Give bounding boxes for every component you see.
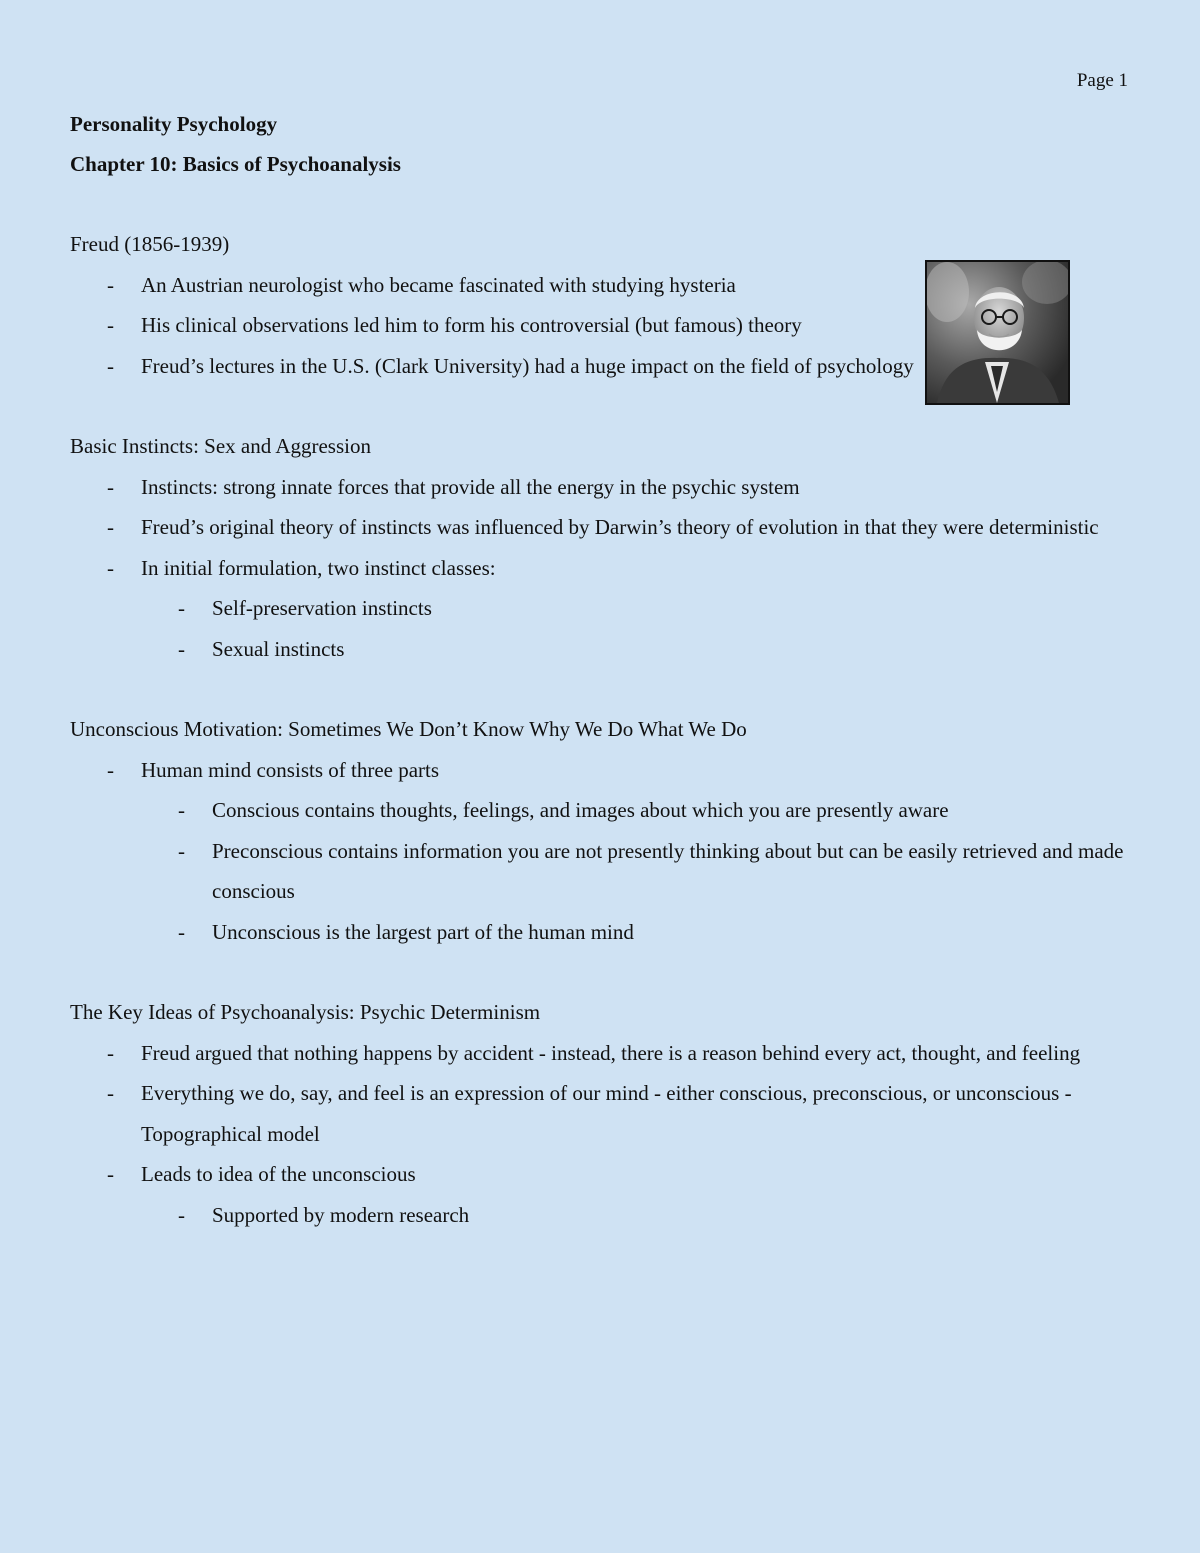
- document-title: Personality Psychology: [70, 112, 278, 136]
- bullet-dash: -: [107, 555, 114, 580]
- list-item-text: Leads to idea of the unconscious: [141, 1162, 416, 1186]
- section-heading: The Key Ideas of Psychoanalysis: Psychic Determinism: [70, 1000, 541, 1024]
- list-item: [70, 750, 1132, 791]
- document-subtitle: Chapter 10: Basics of Psychoanalysis: [70, 152, 401, 176]
- list-item: [70, 1073, 1132, 1154]
- section-basic-instincts: [70, 426, 1132, 669]
- bullet-dash: -: [107, 515, 114, 539]
- list-item-text: An Austrian neurologist who became fascinated with studying hysteria: [141, 272, 736, 297]
- sub-list-item: [70, 1195, 1132, 1236]
- sub-list-item-text: Preconscious contains information you are not presently thinking about but can be easily retrieved and made conscious: [212, 838, 1124, 903]
- list-item-text: Freud argued that nothing happens by accident - instead, there is a reason behind every act, thought, and feeling: [141, 1040, 1081, 1065]
- portrait-photo-icon: [925, 260, 1070, 405]
- list-item: [70, 467, 1132, 508]
- list-item-text: Human mind consists of three parts: [141, 757, 440, 782]
- bullet-dash: -: [178, 596, 185, 620]
- bullet-dash: -: [178, 798, 185, 822]
- sub-list-item: [70, 831, 1132, 912]
- sub-list-item-text: Self-preservation instincts: [212, 596, 432, 620]
- sub-list-item: [70, 588, 1132, 629]
- sub-list-item: [70, 790, 1132, 831]
- bullet-dash: -: [178, 919, 185, 944]
- bullet-dash: -: [178, 1202, 185, 1227]
- bullet-list: [70, 467, 1132, 589]
- portrait-drawing: [927, 262, 1068, 403]
- bullet-dash: -: [107, 474, 114, 499]
- list-item: [70, 548, 1132, 589]
- list-item-text: Everything we do, say, and feel is an expression of our mind - either conscious, preconscious, or unconscious - Topographical model: [141, 1081, 1072, 1146]
- list-item: [70, 1033, 1132, 1074]
- section-heading: Freud (1856-1939): [70, 232, 230, 256]
- bullet-dash: -: [107, 757, 114, 782]
- bullet-list: [70, 750, 1132, 791]
- sub-list-item: [70, 912, 1132, 953]
- list-item-text: Instincts: strong innate forces that provide all the energy in the psychic system: [141, 474, 800, 499]
- list-item: [70, 507, 1132, 548]
- sub-bullet-list: [70, 790, 1132, 952]
- list-item: [70, 1154, 1132, 1195]
- bullet-dash: -: [107, 272, 114, 297]
- sub-list-item-text: Sexual instincts: [212, 636, 345, 661]
- section-heading: Unconscious Motivation: Sometimes We Don’t Know Why We Do What We Do: [70, 717, 747, 741]
- page-number: Page 1: [1076, 70, 1128, 91]
- bullet-dash: -: [107, 353, 114, 378]
- sub-bullet-list: [70, 588, 1132, 669]
- section-unconscious-motivation: [70, 709, 1132, 952]
- bullet-dash: -: [178, 636, 185, 661]
- sub-bullet-list: [70, 1195, 1132, 1236]
- list-item-text: In initial formulation, two instinct classes:: [141, 555, 496, 580]
- sub-list-item-text: Unconscious is the largest part of the human mind: [212, 919, 634, 944]
- list-item-text: Freud’s original theory of instincts was influenced by Darwin’s theory of evolution in that they were deterministic: [141, 515, 1099, 539]
- bullet-dash: -: [107, 1040, 114, 1065]
- bullet-list: [70, 1033, 1132, 1195]
- sub-list-item: [70, 629, 1132, 670]
- sub-list-item-text: Supported by modern research: [212, 1202, 470, 1227]
- section-heading: Basic Instincts: Sex and Aggression: [70, 434, 371, 458]
- list-item-text: Freud’s lectures in the U.S. (Clark University) had a huge impact on the field of psychology: [141, 353, 914, 378]
- list-item-text: His clinical observations led him to form his controversial (but famous) theory: [141, 313, 802, 337]
- section-psychic-determinism: [70, 992, 1132, 1235]
- bullet-dash: -: [107, 313, 114, 337]
- bullet-dash: -: [107, 1162, 114, 1186]
- bullet-dash: -: [178, 838, 185, 863]
- bullet-dash: -: [107, 1081, 114, 1105]
- sub-list-item-text: Conscious contains thoughts, feelings, and images about which you are presently aware: [212, 798, 949, 822]
